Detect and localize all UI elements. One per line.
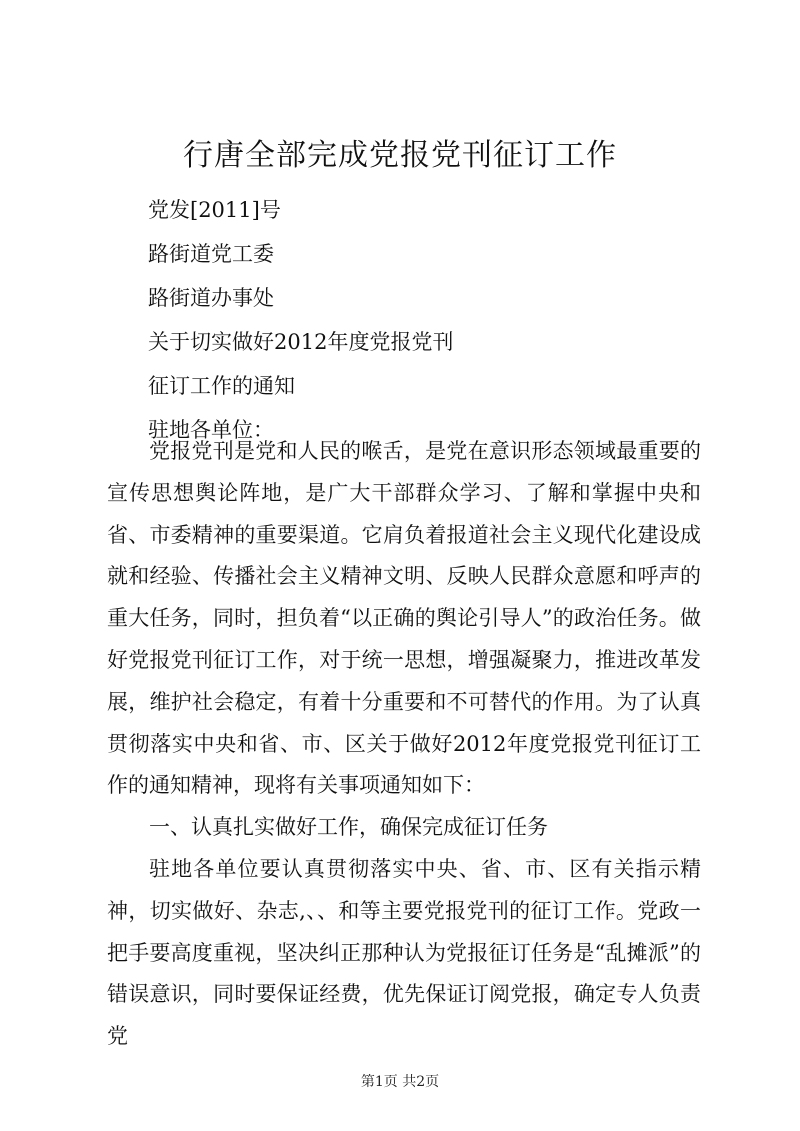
page-number-footer: 第1页 共2页 (360, 1074, 440, 1090)
body-paragraph-section-1: 驻地各单位要认真贯彻落实中央、省、市、区有关指示精神，切实做好、杂志,、、和等主要党报党刊的征订工作。党政一把手要高度重视，坚决纠正那种认为党报征订任务是“乱摊派”的错误意识，同时要保证经费，优先保证订阅党报，确定专人负责党 (107, 856, 701, 1049)
issuer-party-committee: 路街道党工委 (148, 242, 274, 266)
section-heading-1: 一、认真扎实做好工作，确保完成征订任务 (149, 815, 548, 840)
body-paragraph-intro: 党报党刊是党和人民的喉舌，是党在意识形态领域最重要的宣传思想舆论阵地，是广大干部群众学习、了解和掌握中央和省、市委精神的重要渠道。它肩负着报道社会主义现代化建设成就和经验、传播社会主义精神文明、反映人民群众意愿和呼声的重大任务，同时，担负着“以正确的舆论引导人”的政治任务。做好党报党刊征订工作，对于统一思想，增强凝聚力，推进改革发展，维护社会稳定，有着十分重要和不可替代的作用。为了认真贯彻落实中央和省、市、区关于做好2012年度党报党刊征订工作的通知精神，现将有关事项通知如下： (107, 439, 701, 798)
notice-title-line-1: 关于切实做好2012年度党报党刊 (148, 330, 454, 354)
document-title: 行唐全部完成党报党刊征订工作 (183, 138, 617, 173)
notice-title-line-2: 征订工作的通知 (148, 374, 295, 398)
document-body (107, 431, 701, 1058)
document-number: 党发[2011]号 (148, 198, 281, 222)
issuer-office: 路街道办事处 (148, 286, 274, 310)
document-header-block (148, 188, 453, 452)
salutation: 驻地各单位： (148, 418, 274, 442)
